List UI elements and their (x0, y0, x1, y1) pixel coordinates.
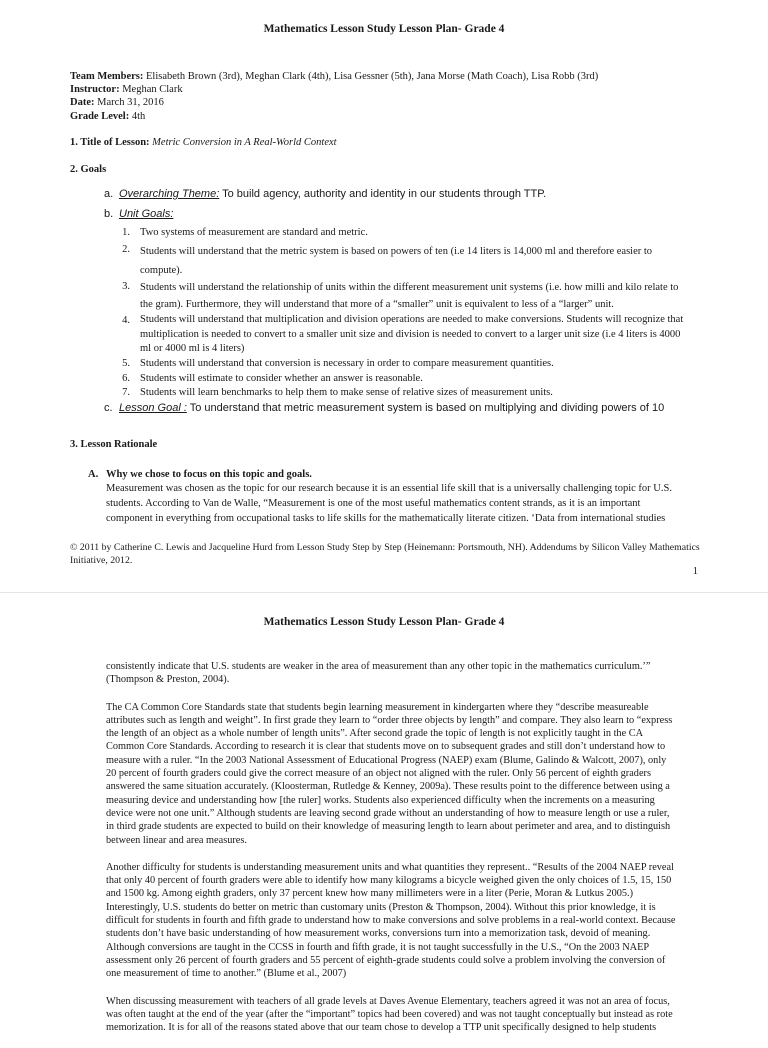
unit-goal-line: Students will understand that the metric system is based on powers of ten (i.e 14 liters is 14,000 ml and therefore easier to (140, 246, 653, 257)
body-line: students don’t have basic understanding of how measurement works, conversions turn into a memorization task, devoid of meaning. (106, 928, 651, 940)
goal-c-marker: c. (104, 402, 113, 414)
paragraph (106, 660, 706, 687)
unit-goal-5-number: 5. (122, 358, 130, 369)
grade-level-value: 4th (131, 111, 146, 122)
body-line: Interestingly, U.S. students do better on metric than customary units (Preston & Thompson, 2004). Without this prior knowledge, it is (106, 901, 656, 913)
unit-goal-1 (140, 225, 700, 240)
paragraph (106, 861, 706, 981)
footer-line: Initiative, 2012. (70, 555, 133, 566)
rationale-a-marker: A. (88, 469, 99, 480)
body-line: was often taught at the end of the year (after the “important” topics had been covered) and was not taught conceptually but instead as rote (106, 1008, 673, 1020)
paragraph (106, 701, 706, 847)
goal-c (119, 401, 719, 416)
body-line: the length of an object as a whole number of length units”. After second grade the topic of length is not explicitly taught in the CA (106, 728, 644, 740)
unit-goal-2-number: 2. (122, 244, 130, 255)
footer-line: © 2011 by Catherine C. Lewis and Jacqueline Hurd from Lesson Study Step by Step (Heinemann: Portsmouth, NH). Addendums by Silicon Valley Mathematics (70, 542, 700, 553)
unit-goal-3-number: 3. (122, 281, 130, 292)
body-line: (Thompson & Preston, 2004). (106, 674, 230, 686)
unit-goal-4 (140, 313, 700, 357)
unit-goal-4-number: 4. (122, 315, 130, 326)
body-line: Although conversions are taught in the CCSS in fourth and fifth grade, it is not taught successfully in the U.S., “On the 2003 NAEP (106, 941, 650, 953)
body-line: students. According to Van de Walle, “Measurement is one of the most useful mathematics content strands, as it is an important (106, 498, 641, 509)
body-line: consistently indicate that U.S. students are weaker in the area of measurement than any other topic in the mathematics curriculum.’” (106, 661, 651, 672)
copyright-footer (70, 541, 710, 567)
unit-goal-7-number: 7. (122, 387, 130, 398)
unit-goal-line: the gram). Furthermore, they will understand that more of a “smaller” unit is equivalent to less of a “larger” unit. (140, 299, 614, 310)
goal-b-label: Unit Goals: (119, 208, 174, 220)
team-members-label: Team Members: (70, 71, 144, 82)
date-label: Date: (70, 97, 95, 108)
body-line: measure with a ruler. “In the 2003 National Assessment of Educational Progress (NAEP) exam (Blume, Galindo & Walcott, 2007), only (106, 754, 667, 766)
rationale-a-heading: Why we chose to focus on this topic and goals. (106, 469, 312, 480)
paragraph (106, 995, 706, 1035)
unit-goal-line: Students will estimate to consider whether an answer is reasonable. (140, 373, 423, 384)
rationale-heading: 3. Lesson Rationale (70, 439, 158, 450)
unit-goal-3 (140, 279, 700, 313)
goal-c-text: To understand that metric measurement system is based on multiplying and dividing powers of 10 (189, 402, 665, 414)
body-line: When discussing measurement with teachers of all grade levels at Daves Avenue Elementary, teachers agreed it was not an area of focus, (106, 995, 670, 1007)
unit-goal-6 (140, 371, 700, 386)
grade-level (70, 109, 702, 124)
body-line: Common Core Standards. According to research it is clear that students move on to subsequent grades and still don’t understand how to (106, 741, 666, 753)
body-line: attributes such as length and weight”. In first grade they learn to “order three objects by length” and compare. They also learn to “express (106, 714, 673, 726)
body-line: device were not one unit.” Although students are leaving second grade without an understanding of how to measure length or use a ruler, (106, 807, 670, 819)
goal-c-label: Lesson Goal : (119, 402, 187, 414)
body-line: measuring device and understanding how [the ruler] works. Students also experienced difficulty when the increments on a measuring (106, 794, 655, 806)
unit-goal-line: Students will understand the relationship of units within the different measurement unit systems (i.e. how milli and kilo relate to (140, 282, 679, 293)
grade-level-label: Grade Level: (70, 111, 130, 122)
unit-goal-5 (140, 356, 700, 371)
unit-goal-line: compute). (140, 265, 183, 276)
unit-goal-2 (140, 242, 700, 280)
goal-a-marker: a. (104, 188, 114, 200)
goal-a-text: To build agency, authority and identity in our students through TTP. (222, 188, 547, 200)
unit-goal-line: Students will understand that multiplication and division operations are needed to make conversions. Students will recognize that (140, 314, 684, 325)
goal-a-label: Overarching Theme: (119, 188, 220, 200)
body-line: The CA Common Core Standards state that students begin learning measurement in kindergarten where they “describe measureable (106, 701, 649, 713)
body-line: one measurement of time to another.” (Blume et al., 2007) (106, 968, 347, 980)
goals-heading: 2. Goals (70, 164, 107, 175)
unit-goal-line: Students will learn benchmarks to help them to make sense of relative sizes of measurement units. (140, 387, 553, 398)
body-line: answered the same situation accurately. (Kloosterman, Rutledge & Kenney, 2009a). These results point to the difference between using a (106, 781, 670, 793)
page-2-body (106, 660, 706, 1048)
body-line: and 1500 kg. Among eighth graders, only 37 percent knew how many millimeters were in a liter (Perie, Moran & Lutkus 2005.) (106, 888, 634, 900)
instructor-label: Instructor: (70, 84, 120, 95)
body-line: Measurement was chosen as the topic for our research because it is an essential life skill that is a universally challenging topic for U.S. (106, 483, 672, 494)
instructor-value: Meghan Clark (122, 84, 183, 95)
page-2-title: Mathematics Lesson Study Lesson Plan- Grade 4 (263, 616, 505, 628)
unit-goal-line: multiplication is needed to convert to a smaller unit size and division is needed to convert to a larger unit size (i.e 4 liters is 4000 (140, 328, 681, 340)
page-number: 1 (692, 566, 698, 577)
date-value: March 31, 2016 (97, 97, 164, 108)
rationale-a-body (106, 481, 706, 526)
date (70, 95, 702, 110)
unit-goal-6-number: 6. (122, 373, 130, 384)
unit-goal-1-number: 1. (122, 227, 130, 238)
unit-goal-line: Students will understand that conversion is necessary in order to compare measurement quantities. (140, 358, 554, 369)
body-line: that only 40 percent of fourth graders were able to identify how many kilograms a bicycle weighed given the only choices of 1.5, 15, 150 (106, 875, 672, 887)
unit-goal-7 (140, 385, 700, 400)
body-line: memorization. It is for all of the reasons stated above that our team chose to develop a TTP unit specifically designed to help students (106, 1022, 657, 1034)
body-line: difficult for students in fourth and fifth grade to understand how to make conversions and solve problems in a real-world context. Because (106, 915, 676, 927)
page-title: Mathematics Lesson Study Lesson Plan- Grade 4 (263, 23, 505, 35)
lesson-title (70, 135, 702, 150)
body-line: Another difficulty for students is understanding measurement units and what quantities they represent.. “Results of the 2004 NAEP reveal (106, 861, 674, 873)
body-line: 20 percent of fourth graders could give the correct measure of an object not aligned with the ruler. Only 56 percent of eighth graders (106, 768, 651, 780)
goal-b-marker: b. (104, 208, 114, 220)
lesson-title-label: 1. Title of Lesson: (70, 137, 150, 148)
team-members-value: Elisabeth Brown (3rd), Meghan Clark (4th), Lisa Gessner (5th), Jana Morse (Math Coach), Lisa Robb (3rd) (146, 71, 599, 82)
unit-goal-line: Two systems of measurement are standard and metric. (140, 227, 368, 238)
goal-a (119, 187, 719, 202)
lesson-title-value: Metric Conversion in A Real-World Context (152, 137, 337, 148)
unit-goal-line: ml or 4000 ml is 4 liters) (140, 343, 245, 354)
body-line: between linear and area measures. (106, 834, 247, 846)
body-line: assessment only 26 percent of fourth graders and 55 percent of eighth-grade students could solve a problem involving the conversion of (106, 954, 666, 966)
body-line: in third grade students are expected to build on their knowledge of measuring length to learn about perimeter and area, and to distinguish (106, 821, 671, 833)
body-line: component in everything from occupational tasks to life skills for the mathematically literate citizen. ‘Data from international studies (106, 513, 666, 524)
page-2 (0, 593, 768, 1034)
